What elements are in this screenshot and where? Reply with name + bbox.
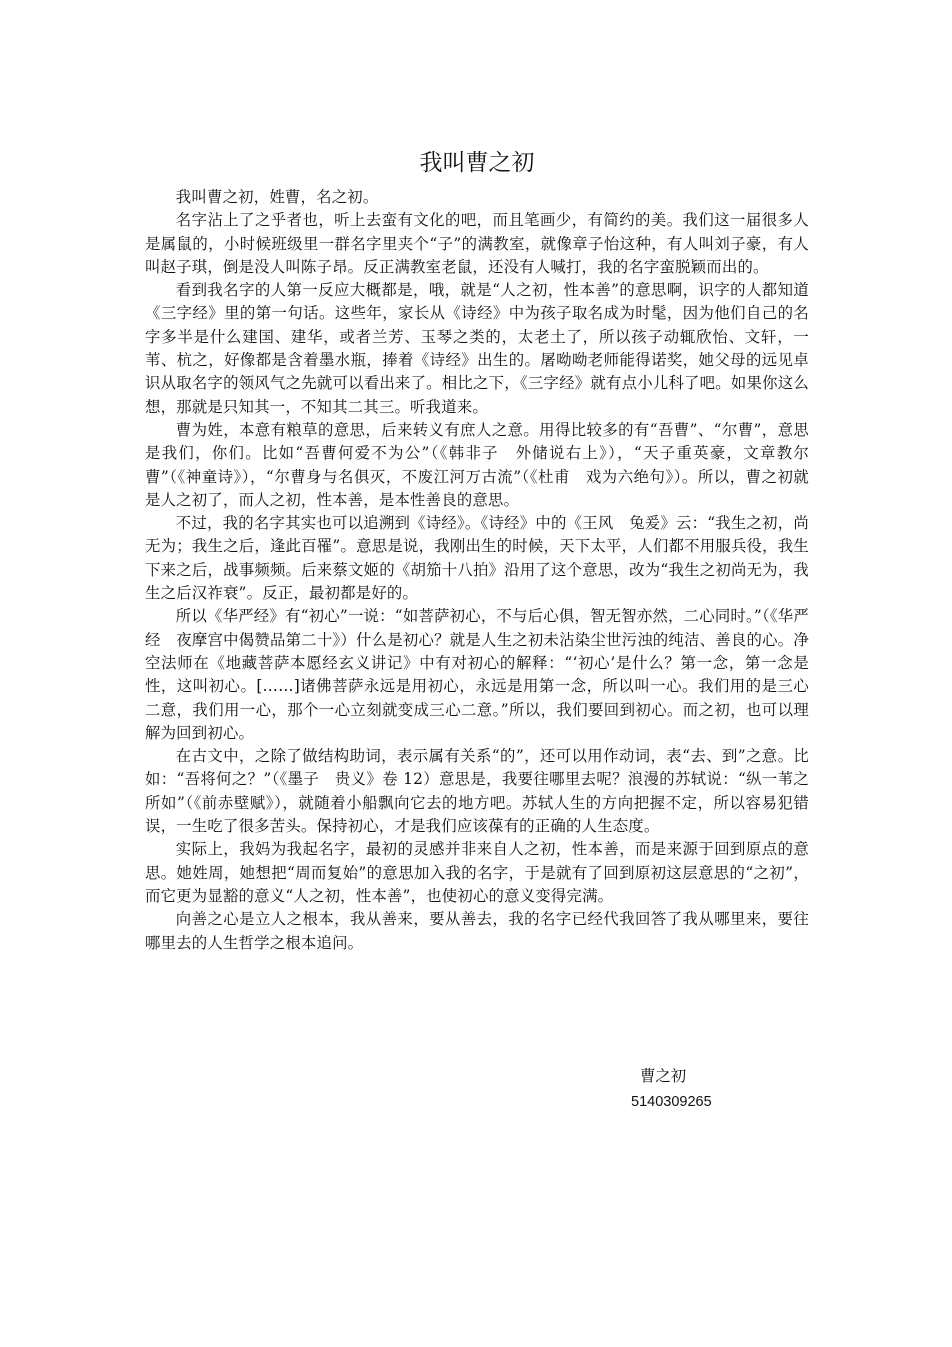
paragraph-8: 实际上，我妈为我起名字，最初的灵感并非来自人之初，性本善，而是来源于回到原点的意思。她姓周，她想把“周而复始”的意思加入我的名字，于是就有了回到原初这层意思的“之初”，而它更为显豁的意义“人之初，性本善”，也使初心的意义变得完满。 <box>145 840 809 905</box>
essay-title: 我叫曹之初 <box>419 150 535 176</box>
paragraph-4: 曹为姓，本意有粮草的意思，后来转义有庶人之意。用得比较多的有“吾曹”、“尔曹”，意思是我们，你们。比如“吾曹何爱不为公”（《韩非子 外储说右上》），“天子重英豪，文章教尔曹”（《神童诗》），“尔曹身与名俱灭，不废江河万古流”（《杜甫 戏为六绝句》）。所以，曹之初就是人之初了，而人之初，性本善，是本性善良的意思。 <box>145 420 809 509</box>
paragraph-2: 名字沾上了之乎者也，听上去蛮有文化的吧，而且笔画少，有简约的美。我们这一届很多人是属鼠的，小时候班级里一群名字里夹个“子”的满教室，就像章子怡这种，有人叫刘子豪，有人叫赵子琪，倒是没人叫陈子昂。反正满教室老鼠，还没有人喊打，我的名字蛮脱颖而出的。 <box>145 211 809 276</box>
essay-body <box>145 146 809 955</box>
paragraph-9: 向善之心是立人之根本，我从善来，要从善去，我的名字已经代我回答了我从哪里来，要往哪里去的人生哲学之根本追问。 <box>145 910 809 952</box>
student-id: 5140309265 <box>631 1094 712 1110</box>
paragraph-7: 在古文中，之除了做结构助词，表示属有关系“的”，还可以用作动词，表“去、到”之意。比如：“吾将何之？”（《墨子 贵义》卷 12）意思是，我要往哪里去呢？浪漫的苏轼说：“纵一苇之所如”（《前赤壁赋》），就随着小船飘向它去的地方吧。苏轼人生的方向把握不定，所以容易犯错误，一生吃了很多苦头。保持初心，才是我们应该葆有的正确的人生态度。 <box>145 747 809 836</box>
paragraph-3: 看到我名字的人第一反应大概都是，哦，就是“人之初，性本善”的意思啊，识字的人都知道《三字经》里的第一句话。这些年，家长从《诗经》中为孩子取名成为时髦，因为他们自己的名字多半是什么建国、建华，或者兰芳、玉琴之类的，太老土了，所以孩子动辄欣怡、文轩，一苇、杭之，好像都是含着墨水瓶，捧着《诗经》出生的。屠呦呦老师能得诺奖，她父母的远见卓识从取名字的领风气之先就可以看出来了。相比之下，《三字经》就有点小儿科了吧。如果你这么想，那就是只知其一，不知其二其三。听我道来。 <box>145 281 809 416</box>
paragraph-5: 不过，我的名字其实也可以追溯到《诗经》。《诗经》中的《王风 兔爰》云：“我生之初，尚无为；我生之后，逢此百罹”。意思是说，我刚出生的时候，天下太平，人们都不用服兵役，我生下来之后，战事频频。后来蔡文姬的《胡笳十八拍》沿用了这个意思，改为“我生之初尚无为，我生之后汉祚衰”。反正，最初都是好的。 <box>145 514 809 603</box>
paragraph-1: 我叫曹之初，姓曹，名之初。 <box>175 188 379 206</box>
paragraph-6: 所以《华严经》有“初心”一说：“如菩萨初心，不与后心俱，智无智亦然，二心同时。”（《华严经 夜摩宫中偈赞品第二十》）什么是初心？就是人生之初未沾染尘世污浊的纯洁、善良的心。净空法师在《地藏菩萨本愿经玄义讲记》中有对初心的解释：“‘初心’是什么？第一念，第一念是性，这叫初心。[……]诸佛菩萨永远是用初心，永远是用第一念，所以叫一心。我们用的是三心二意，我们用一心，那个一心立刻就变成三心二意。”所以，我们要回到初心。而之初，也可以理解为回到初心。 <box>145 607 809 742</box>
author-signature: 曹之初 <box>640 1067 687 1085</box>
